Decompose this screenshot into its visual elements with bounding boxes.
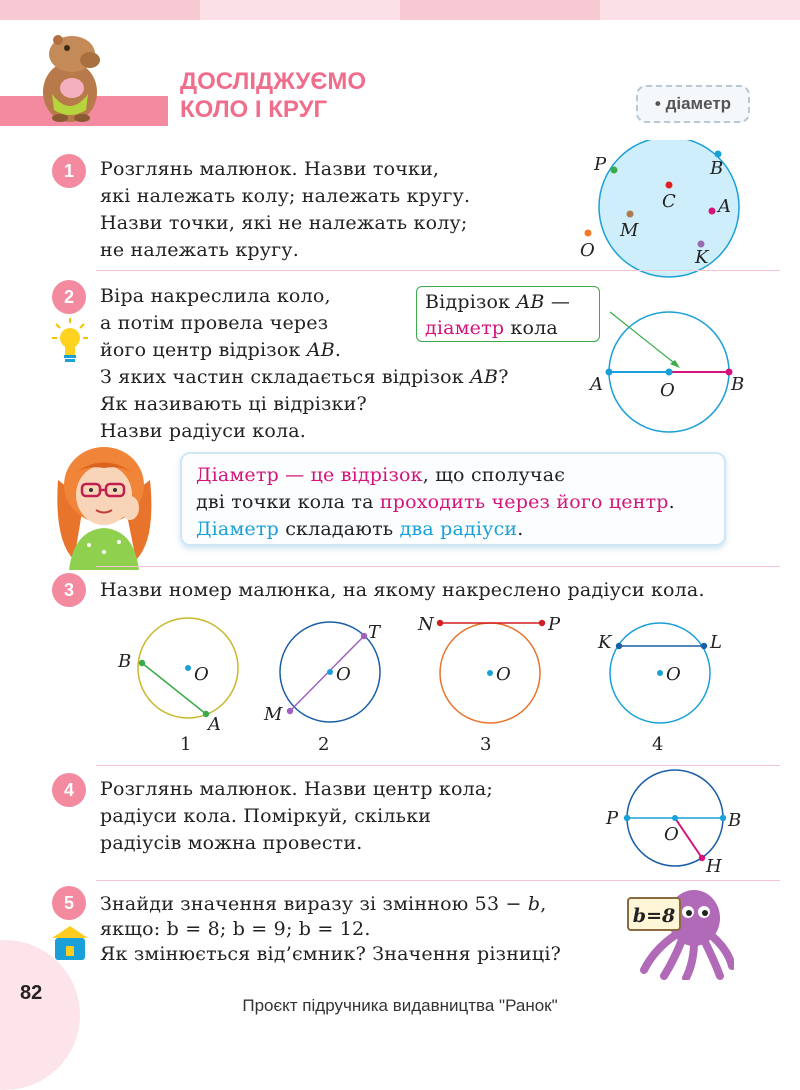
text: . — [334, 339, 342, 361]
diameter-callout — [416, 286, 600, 342]
label-k: K — [695, 247, 709, 268]
task1-line: Назви точки, які не належать колу; — [100, 212, 468, 234]
text: , що сполучає — [422, 464, 566, 486]
label-o: O — [580, 240, 595, 261]
point-l — [701, 643, 707, 649]
title-line-2: КОЛО І КРУГ — [180, 96, 328, 123]
label-l: L — [710, 632, 722, 653]
variable-ab: AB — [306, 339, 335, 361]
variable-b: b — [527, 893, 541, 915]
text: дві точки кола та — [196, 491, 380, 513]
keyword-badge — [636, 85, 750, 123]
label-b: B — [728, 810, 742, 831]
label-o: O — [664, 824, 679, 845]
task-number-5: 5 — [52, 886, 86, 920]
label-p: P — [548, 614, 561, 635]
label-b: B — [731, 374, 745, 395]
task-number-4: 4 — [52, 773, 86, 807]
task4-text — [100, 776, 493, 857]
rule-term: Діаметр — це відрізок — [196, 464, 423, 486]
figure-3 — [417, 614, 561, 755]
task3-text: Назви номер малюнка, на якому накреслено радіуси кола. — [100, 579, 705, 601]
variable-ab: AB — [516, 291, 545, 313]
point-a — [709, 208, 716, 215]
point-o — [672, 815, 678, 821]
point-o — [666, 369, 673, 376]
task5-line: Як змінюється від’ємник? Значення різниці? — [100, 943, 562, 965]
rule-line — [196, 516, 724, 543]
task4-line: радіуси кола. Поміркуй, скільки — [100, 805, 432, 827]
point-b — [720, 815, 726, 821]
label-a: A — [590, 374, 603, 395]
task1-text — [100, 156, 470, 264]
figure-2 — [263, 622, 382, 755]
task5-text — [100, 892, 561, 967]
rule-box — [180, 452, 726, 546]
task2-diameter-figure — [580, 300, 780, 440]
label-m: M — [264, 704, 283, 725]
point-a — [606, 369, 613, 376]
figure-4 — [597, 623, 722, 755]
figure-number: 1 — [180, 734, 192, 755]
label-o: O — [496, 664, 511, 685]
point-k — [616, 643, 622, 649]
label-o: O — [194, 664, 209, 685]
point-h — [699, 855, 705, 861]
task1-line: не належать кругу. — [100, 239, 299, 261]
title-line-1: ДОСЛІДЖУЄМО — [180, 68, 367, 95]
point-n — [437, 620, 443, 626]
label-n: N — [418, 614, 434, 635]
center-point — [185, 665, 191, 671]
capybara-illustration — [30, 22, 110, 122]
label-k: K — [598, 632, 612, 653]
label-c: C — [662, 191, 676, 212]
text: Знайди значення виразу зі змінною 53 — [100, 893, 500, 915]
task2-line: Назви радіуси кола. — [100, 420, 306, 442]
task2-line: Віра накреслила коло, — [100, 285, 331, 307]
callout-arrow — [610, 312, 678, 366]
task2-line — [100, 364, 509, 391]
rule-term: проходить через його центр — [379, 491, 669, 513]
label-m: M — [620, 220, 639, 241]
diameter-mt — [290, 636, 364, 711]
diameter-term: діаметр — [425, 317, 505, 339]
rule-term: Діаметр — [196, 518, 279, 540]
text: ? — [498, 366, 509, 388]
label-p: P — [594, 154, 607, 175]
keyword-text: • діаметр — [654, 94, 732, 113]
point-c — [666, 182, 673, 189]
rule-line — [196, 462, 724, 489]
footer-caption: Проєкт підручника видавництва "Ранок" — [242, 996, 558, 1015]
operator: − — [499, 893, 528, 915]
figure-number: 3 — [480, 734, 492, 755]
text: Відрізок — [425, 291, 517, 313]
text: , — [540, 893, 547, 915]
label-p: P — [606, 808, 619, 829]
task2-line: Як називають ці відрізки? — [100, 393, 367, 415]
label-b: B — [118, 651, 132, 672]
point-t — [361, 633, 367, 639]
center-point — [487, 670, 493, 676]
point-m — [287, 708, 293, 714]
task-number-1: 1 — [52, 154, 86, 188]
text: його центр відрізок — [100, 339, 307, 361]
task1-line: Розглянь малюнок. Назви точки, — [100, 158, 440, 180]
point-b — [715, 151, 722, 158]
task1-line: які належать колу; належать кругу. — [100, 185, 471, 207]
point-o — [585, 230, 592, 237]
top-stripe — [0, 0, 800, 20]
label-o: O — [336, 664, 351, 685]
label-b: B — [710, 158, 724, 179]
text: . — [517, 518, 524, 540]
task-number-3: 3 — [52, 573, 86, 607]
center-point — [657, 670, 663, 676]
center-point — [327, 669, 333, 675]
rule-line — [196, 489, 724, 516]
label-t: T — [368, 622, 381, 643]
girl-illustration — [44, 440, 164, 570]
octopus-sign-text: b=8 — [632, 905, 676, 927]
point-m — [627, 211, 634, 218]
figure-1 — [117, 618, 238, 755]
point-p — [611, 167, 618, 174]
task1-circle-figure — [570, 140, 760, 280]
page-title — [180, 68, 366, 124]
point-p — [624, 815, 630, 821]
rule-term: два радіуси — [399, 518, 518, 540]
radius-oh — [675, 818, 702, 858]
label-o: O — [666, 664, 681, 685]
label-a: A — [718, 196, 731, 217]
variable-ab: AB — [470, 366, 499, 388]
label-h: H — [706, 856, 722, 877]
lightbulb-icon — [52, 318, 88, 364]
house-icon — [50, 924, 90, 962]
text: . — [668, 491, 675, 513]
figure-number: 2 — [318, 734, 330, 755]
octopus-illustration — [624, 880, 734, 980]
task4-line: Розглянь малюнок. Назви центр кола; — [100, 778, 494, 800]
label-o: O — [660, 380, 675, 401]
task5-line: якщо: b = 8; b = 9; b = 12. — [100, 918, 371, 940]
callout-line — [425, 315, 599, 341]
figure-number: 4 — [652, 734, 664, 755]
point-p — [539, 620, 545, 626]
text: складають — [278, 518, 400, 540]
page-number: 82 — [20, 982, 43, 1004]
text: — — [544, 291, 571, 313]
text: кола — [504, 317, 558, 339]
task5-line — [100, 892, 561, 917]
task3-figures — [110, 610, 780, 760]
task-number-2: 2 — [52, 280, 86, 314]
task4-circle-figure — [596, 766, 766, 880]
label-a: A — [208, 714, 221, 735]
callout-line — [425, 289, 599, 315]
divider — [96, 270, 780, 271]
text: З яких частин складається відрізок — [100, 366, 471, 388]
task4-line: радіусів можна провести. — [100, 832, 363, 854]
divider — [96, 566, 780, 567]
point-b — [139, 660, 145, 666]
task2-line: а потім провела через — [100, 312, 329, 334]
